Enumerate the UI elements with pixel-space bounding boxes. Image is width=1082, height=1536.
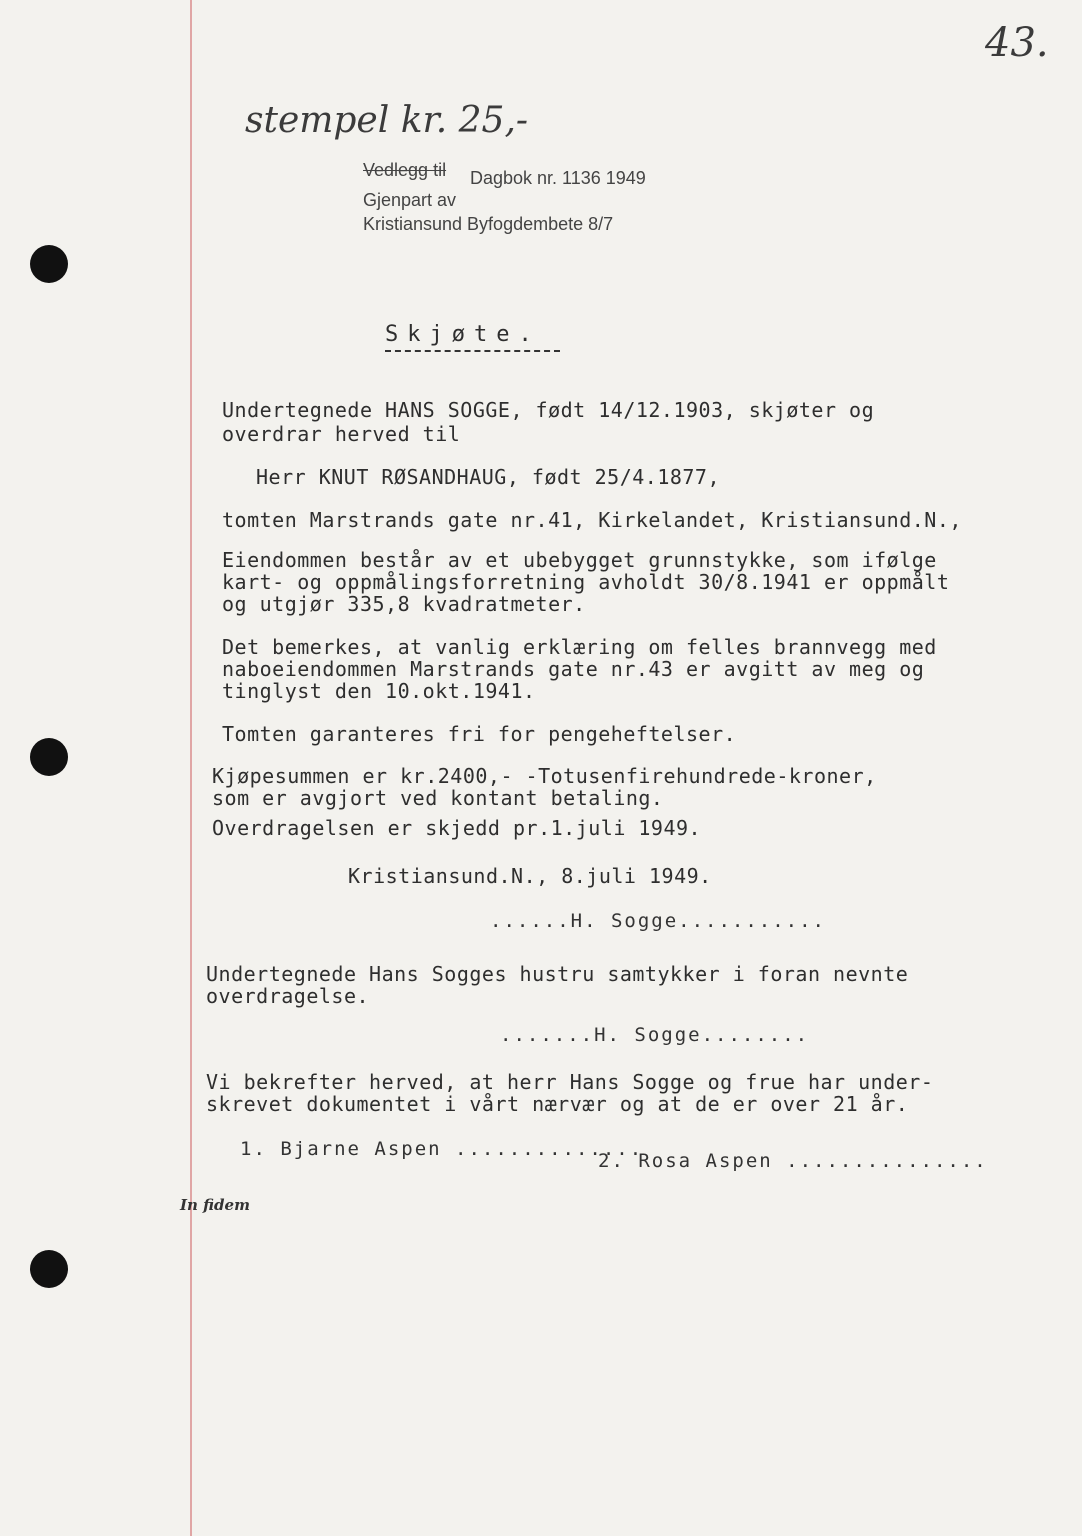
text-line: Undertegnede HANS SOGGE, født 14/12.1903, skjøter og — [222, 398, 875, 422]
page-number: 43. — [985, 20, 1049, 66]
header-office: Kristiansund Byfogdembete 8/7 — [363, 214, 614, 234]
stamp-fee-note: stempel kr. 25,- — [245, 100, 529, 141]
text-line: Overdragelsen er skjedd pr.1.juli 1949. — [212, 816, 702, 840]
title-underline — [385, 350, 560, 352]
witness-signature: 1. Bjarne Aspen .............. — [240, 1138, 644, 1160]
header-copy-of: Gjenpart av — [363, 190, 457, 210]
header-journal-number: Dagbok nr. 1136 1949 — [470, 168, 646, 188]
text-line: Kristiansund.N., 8.juli 1949. — [348, 864, 712, 888]
text-line: Tomten garanteres fri for pengeheftelser. — [222, 722, 737, 746]
text-line: overdragelse. — [206, 984, 370, 1008]
header-struck-text: Vedlegg til — [363, 160, 447, 180]
red-margin-line — [190, 0, 192, 1536]
punch-hole — [30, 738, 68, 776]
text-line: Kjøpesummen er kr.2400,- -Totusenfirehundrede-kroner, — [212, 764, 877, 788]
text-line: Herr KNUT RØSANDHAUG, født 25/4.1877, — [256, 465, 721, 489]
witness-signature: 2. Rosa Aspen ............... — [598, 1150, 988, 1172]
punch-hole — [30, 245, 68, 283]
punch-hole — [30, 1250, 68, 1288]
text-line: overdrar herved til — [222, 422, 461, 446]
text-line: og utgjør 335,8 kvadratmeter. — [222, 592, 586, 616]
text-line: som er avgjort ved kontant betaling. — [212, 786, 664, 810]
text-line: Eiendommen består av et ubebygget grunnstykke, som ifølge — [222, 548, 937, 572]
document-title: Skjøte. — [385, 322, 541, 347]
text-line: tomten Marstrands gate nr.41, Kirkelandet, Kristiansund.N., — [222, 508, 962, 532]
text-line: Undertegnede Hans Sogges hustru samtykker i foran nevnte — [206, 962, 909, 986]
signature-line: ......H. Sogge........... — [490, 910, 826, 932]
text-line: naboeiendommen Marstrands gate nr.43 er avgitt av meg og — [222, 657, 925, 681]
signature-line: .......H. Sogge........ — [500, 1024, 810, 1046]
text-line: kart- og oppmålingsforretning avholdt 30/8.1941 er oppmålt — [222, 570, 950, 594]
text-line: skrevet dokumentet i vårt nærvær og at de er over 21 år. — [206, 1092, 909, 1116]
text-line: Vi bekrefter herved, at herr Hans Sogge og frue har under- — [206, 1070, 934, 1094]
text-line: tinglyst den 10.okt.1941. — [222, 679, 536, 703]
text-line: Det bemerkes, at vanlig erklæring om felles brannvegg med — [222, 635, 937, 659]
footer-stamp: In fidem — [180, 1196, 250, 1214]
